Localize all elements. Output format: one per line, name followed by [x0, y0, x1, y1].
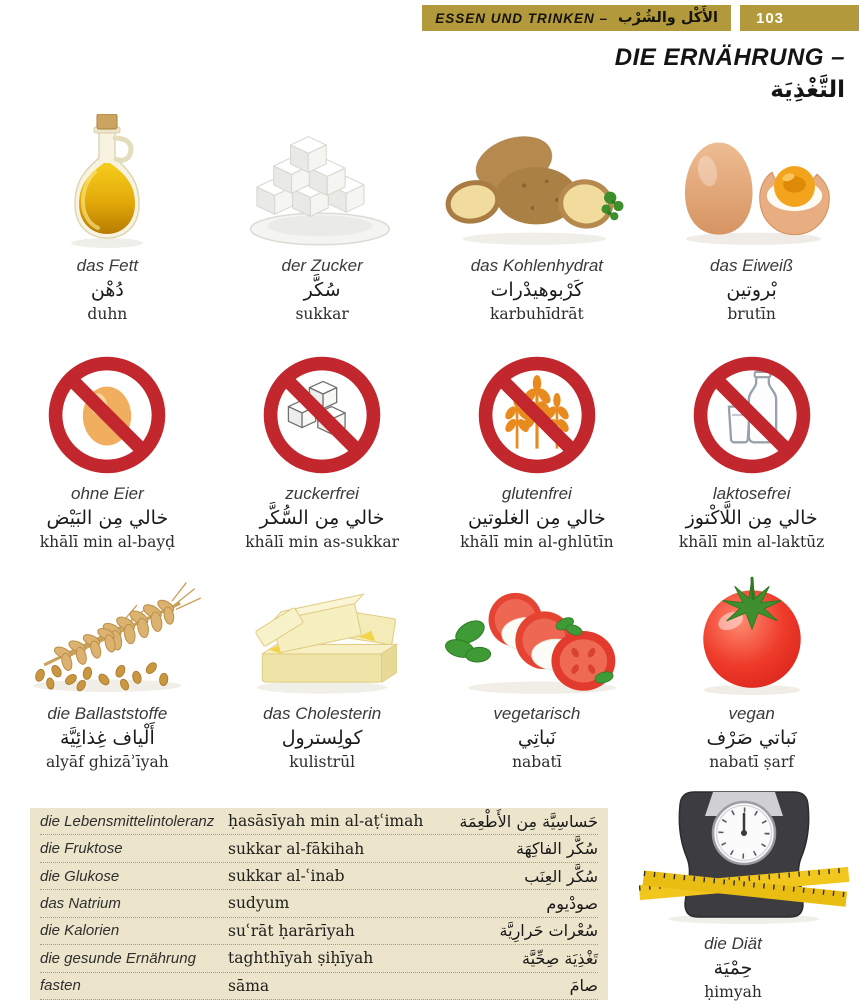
row-german: das Natrium [40, 894, 121, 912]
entry-transliteration: khālī min al-laktūz [678, 532, 825, 551]
entry-arabic: حِمْيَة [713, 957, 753, 980]
row-arabic: سُكَّر الفاكِهَة [515, 839, 598, 859]
chapter-title-arabic: الأَكْل والشُرْب [618, 10, 718, 26]
no-sugar-icon [259, 336, 385, 478]
entry-german: die Ballaststoffe [47, 704, 168, 723]
entry-cholesterin [215, 556, 430, 771]
entry-transliteration: nabatī [512, 752, 562, 771]
page-number: 103 [740, 5, 859, 31]
entry-arabic: خالي مِن السُّكَّر [259, 507, 385, 530]
entry-german: die Diät [704, 934, 762, 953]
entry-transliteration: nabatī ṣarf [709, 752, 795, 771]
chapter-title-german: ESSEN UND TRINKEN – [435, 10, 609, 26]
entry-german: das Fett [76, 256, 139, 275]
row-german: fasten [40, 977, 81, 995]
no-egg-icon [44, 336, 170, 478]
row-german: die gesunde Ernährung [40, 949, 196, 967]
row-arabic: سُعْرات حَرارِيَّة [499, 921, 598, 941]
entry-arabic: خالي مِن اللَّاكْتوز [685, 507, 818, 530]
row-arabic: سُكَّر العِنَب [524, 866, 598, 886]
row-arabic: تَغْذِيَة صِحِّيَّة [521, 948, 598, 968]
entry-glutenfrei [430, 336, 645, 551]
picture-row-2 [0, 336, 859, 551]
entry-arabic: كولِسترول [281, 727, 363, 750]
entry-vegetarisch [430, 556, 645, 771]
entry-ballaststoffe [0, 556, 215, 771]
sugar-cubes-icon [238, 108, 406, 250]
entry-vegan [644, 556, 859, 771]
no-lactose-icon [689, 336, 815, 478]
butter-icon [233, 556, 411, 698]
boiled-egg-icon [659, 108, 844, 250]
picture-row-3 [0, 556, 859, 771]
entry-transliteration: ḥimyah [704, 982, 762, 1001]
entry-transliteration: khālī min as-sukkar [245, 532, 400, 551]
caprese-icon [439, 556, 635, 698]
entry-german: vegetarisch [493, 704, 581, 723]
chapter-header-bar [422, 5, 731, 31]
entry-zuckerfrei [215, 336, 430, 551]
row-transliteration: sudyum [228, 894, 290, 913]
entry-transliteration: sukkar [295, 304, 349, 323]
section-title [615, 44, 845, 103]
row-transliteration: suʿrāt ḥarārīyah [228, 921, 355, 940]
wheat-grains-icon [9, 556, 205, 698]
entry-german: laktosefrei [712, 484, 791, 503]
row-transliteration: sāma [228, 976, 270, 995]
row-arabic: حَساسِيَّة مِن الأَطْعِمَة [459, 811, 598, 831]
entry-arabic: بْروتين [726, 279, 777, 302]
entry-transliteration: kulistrūl [289, 752, 356, 771]
entry-fett [0, 108, 215, 323]
row-german: die Fruktose [40, 840, 123, 858]
table-row [40, 890, 598, 917]
entry-transliteration: khālī min al-bayḍ [39, 532, 176, 551]
entry-transliteration: duhn [87, 304, 128, 323]
row-transliteration: sukkar al-ʿinab [228, 867, 345, 886]
entry-arabic: خالي مِن البَيْض [46, 507, 169, 530]
bathroom-scale-icon [627, 786, 859, 931]
entry-transliteration: brutīn [727, 304, 776, 323]
row-transliteration: sukkar al-fākihah [228, 839, 365, 858]
entry-german: zuckerfrei [285, 484, 359, 503]
entry-arabic: سُكَّر [303, 279, 341, 302]
entry-german: der Zucker [281, 256, 363, 275]
row-german: die Kalorien [40, 922, 120, 940]
section-title-arabic: التَّغْذِيَة [770, 77, 845, 103]
table-row [40, 973, 598, 1000]
potatoes-icon [442, 108, 632, 250]
vocab-table [30, 808, 608, 1000]
entry-german: vegan [728, 704, 775, 723]
entry-arabic: دُهْن [90, 279, 124, 302]
entry-german: glutenfrei [501, 484, 572, 503]
tomato-icon [686, 556, 818, 698]
entry-arabic: أَلْياف غِذائِيَّة [60, 727, 155, 750]
entry-arabic: نَباتي صَرْف [706, 727, 797, 750]
row-german: die Glukose [40, 867, 120, 885]
table-row [40, 863, 598, 890]
entry-german: das Kohlenhydrat [470, 256, 604, 275]
entry-german: ohne Eier [70, 484, 144, 503]
entry-ohne-eier [0, 336, 215, 551]
entry-zucker [215, 108, 430, 323]
entry-arabic: كَرْبوهيدْرات [490, 279, 584, 302]
entry-arabic: نَباتِي [517, 727, 556, 750]
entry-transliteration: alyāf ghizāʾīyah [45, 752, 169, 771]
row-arabic: صودْيوم [546, 893, 598, 913]
table-row [40, 808, 598, 835]
no-gluten-icon [474, 336, 600, 478]
row-transliteration: ḥasāsīyah min al-aṭʿimah [228, 812, 424, 831]
oil-bottle-icon [51, 108, 163, 250]
entry-eiweiss [644, 108, 859, 323]
entry-laktosefrei [644, 336, 859, 551]
entry-transliteration: khālī min al-ghlūtīn [460, 532, 614, 551]
entry-arabic: خالي مِن الغلوتين [468, 507, 606, 530]
table-row [40, 945, 598, 972]
picture-row-1 [0, 108, 859, 323]
entry-transliteration: karbuhīdrāt [490, 304, 584, 323]
table-row [40, 835, 598, 862]
entry-german: das Cholesterin [263, 704, 382, 723]
row-transliteration: taghthīyah ṣiḥīyah [228, 949, 374, 968]
row-german: die Lebensmittelintoleranz [40, 812, 215, 830]
row-arabic: صامَ [569, 976, 598, 996]
table-row [40, 918, 598, 945]
entry-kohlenhydrat [430, 108, 645, 323]
section-title-german: DIE ERNÄHRUNG – [614, 44, 845, 71]
entry-german: das Eiweiß [710, 256, 794, 275]
entry-diaet [627, 786, 859, 1001]
